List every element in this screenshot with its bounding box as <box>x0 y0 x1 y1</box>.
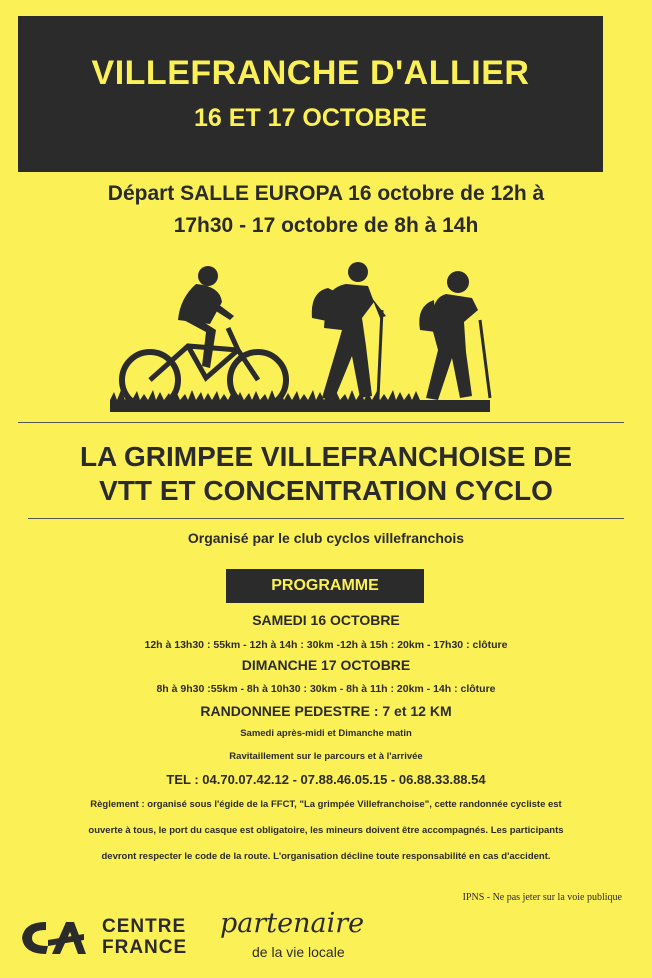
divider-top <box>18 422 624 423</box>
cyclist-hikers-illustration <box>110 258 530 418</box>
rules-line-3: devront respecter le code de la route. L'organisation décline toute responsabilité en cas d'accident. <box>101 851 551 862</box>
saturday-title: SAMEDI 16 OCTOBRE <box>252 612 400 628</box>
sponsor-line-2: FRANCE <box>102 937 188 958</box>
departure-line-1: Départ SALLE EUROPA 16 octobre de 12h à <box>107 182 545 205</box>
phone-numbers: TEL : 04.70.07.42.12 - 07.88.46.05.15 - 06.88.33.88.54 <box>166 772 486 787</box>
departure-line-2: 17h30 - 17 octobre de 8h à 14h <box>173 214 479 237</box>
partner-subtitle: de la vie locale <box>252 944 345 960</box>
event-dates: 16 ET 17 OCTOBRE <box>194 104 427 132</box>
header-banner <box>18 16 603 172</box>
hike-schedule: Samedi après-midi et Dimanche matin <box>240 728 412 739</box>
rules-text <box>36 792 616 870</box>
page-title: VILLEFRANCHE D'ALLIER <box>91 54 530 92</box>
divider-bottom <box>28 518 624 519</box>
supply-info: Ravitaillement sur le parcours et à l'arrivée <box>229 751 423 762</box>
ipns-notice: IPNS - Ne pas jeter sur la voie publique <box>462 892 622 903</box>
event-title-line-1: LA GRIMPEE VILLEFRANCHOISE DE <box>79 441 573 472</box>
credit-agricole-logo-icon <box>18 916 88 958</box>
event-title-line-2: VTT ET CONCENTRATION CYCLO <box>99 475 553 506</box>
sponsor-name <box>102 916 187 958</box>
rules-line-1: Règlement : organisé sous l'égide de la FFCT, "La grimpée Villefranchoise", cette randonnée cycliste est <box>90 799 562 810</box>
saturday-details: 12h à 13h30 : 55km - 12h à 14h : 30km -12h à 15h : 20km - 17h30 : clôture <box>144 639 508 651</box>
departure-info <box>40 178 612 242</box>
partner-script: partenaire <box>220 908 365 939</box>
organizer-text: Organisé par le club cyclos villefranchois <box>187 530 465 546</box>
sunday-title: DIMANCHE 17 OCTOBRE <box>241 657 411 673</box>
programme-heading: PROGRAMME <box>226 569 424 603</box>
sponsor-line-1: CENTRE <box>102 916 187 937</box>
sunday-details: 8h à 9h30 :55km - 8h à 10h30 : 30km - 8h à 11h : 20km - 14h : clôture <box>156 683 496 695</box>
event-title <box>10 440 642 508</box>
rules-line-2: ouverte à tous, le port du casque est obligatoire, les mineurs doivent être accompagnés. Les participants <box>88 825 564 836</box>
hike-title: RANDONNEE PEDESTRE : 7 et 12 KM <box>200 703 452 719</box>
